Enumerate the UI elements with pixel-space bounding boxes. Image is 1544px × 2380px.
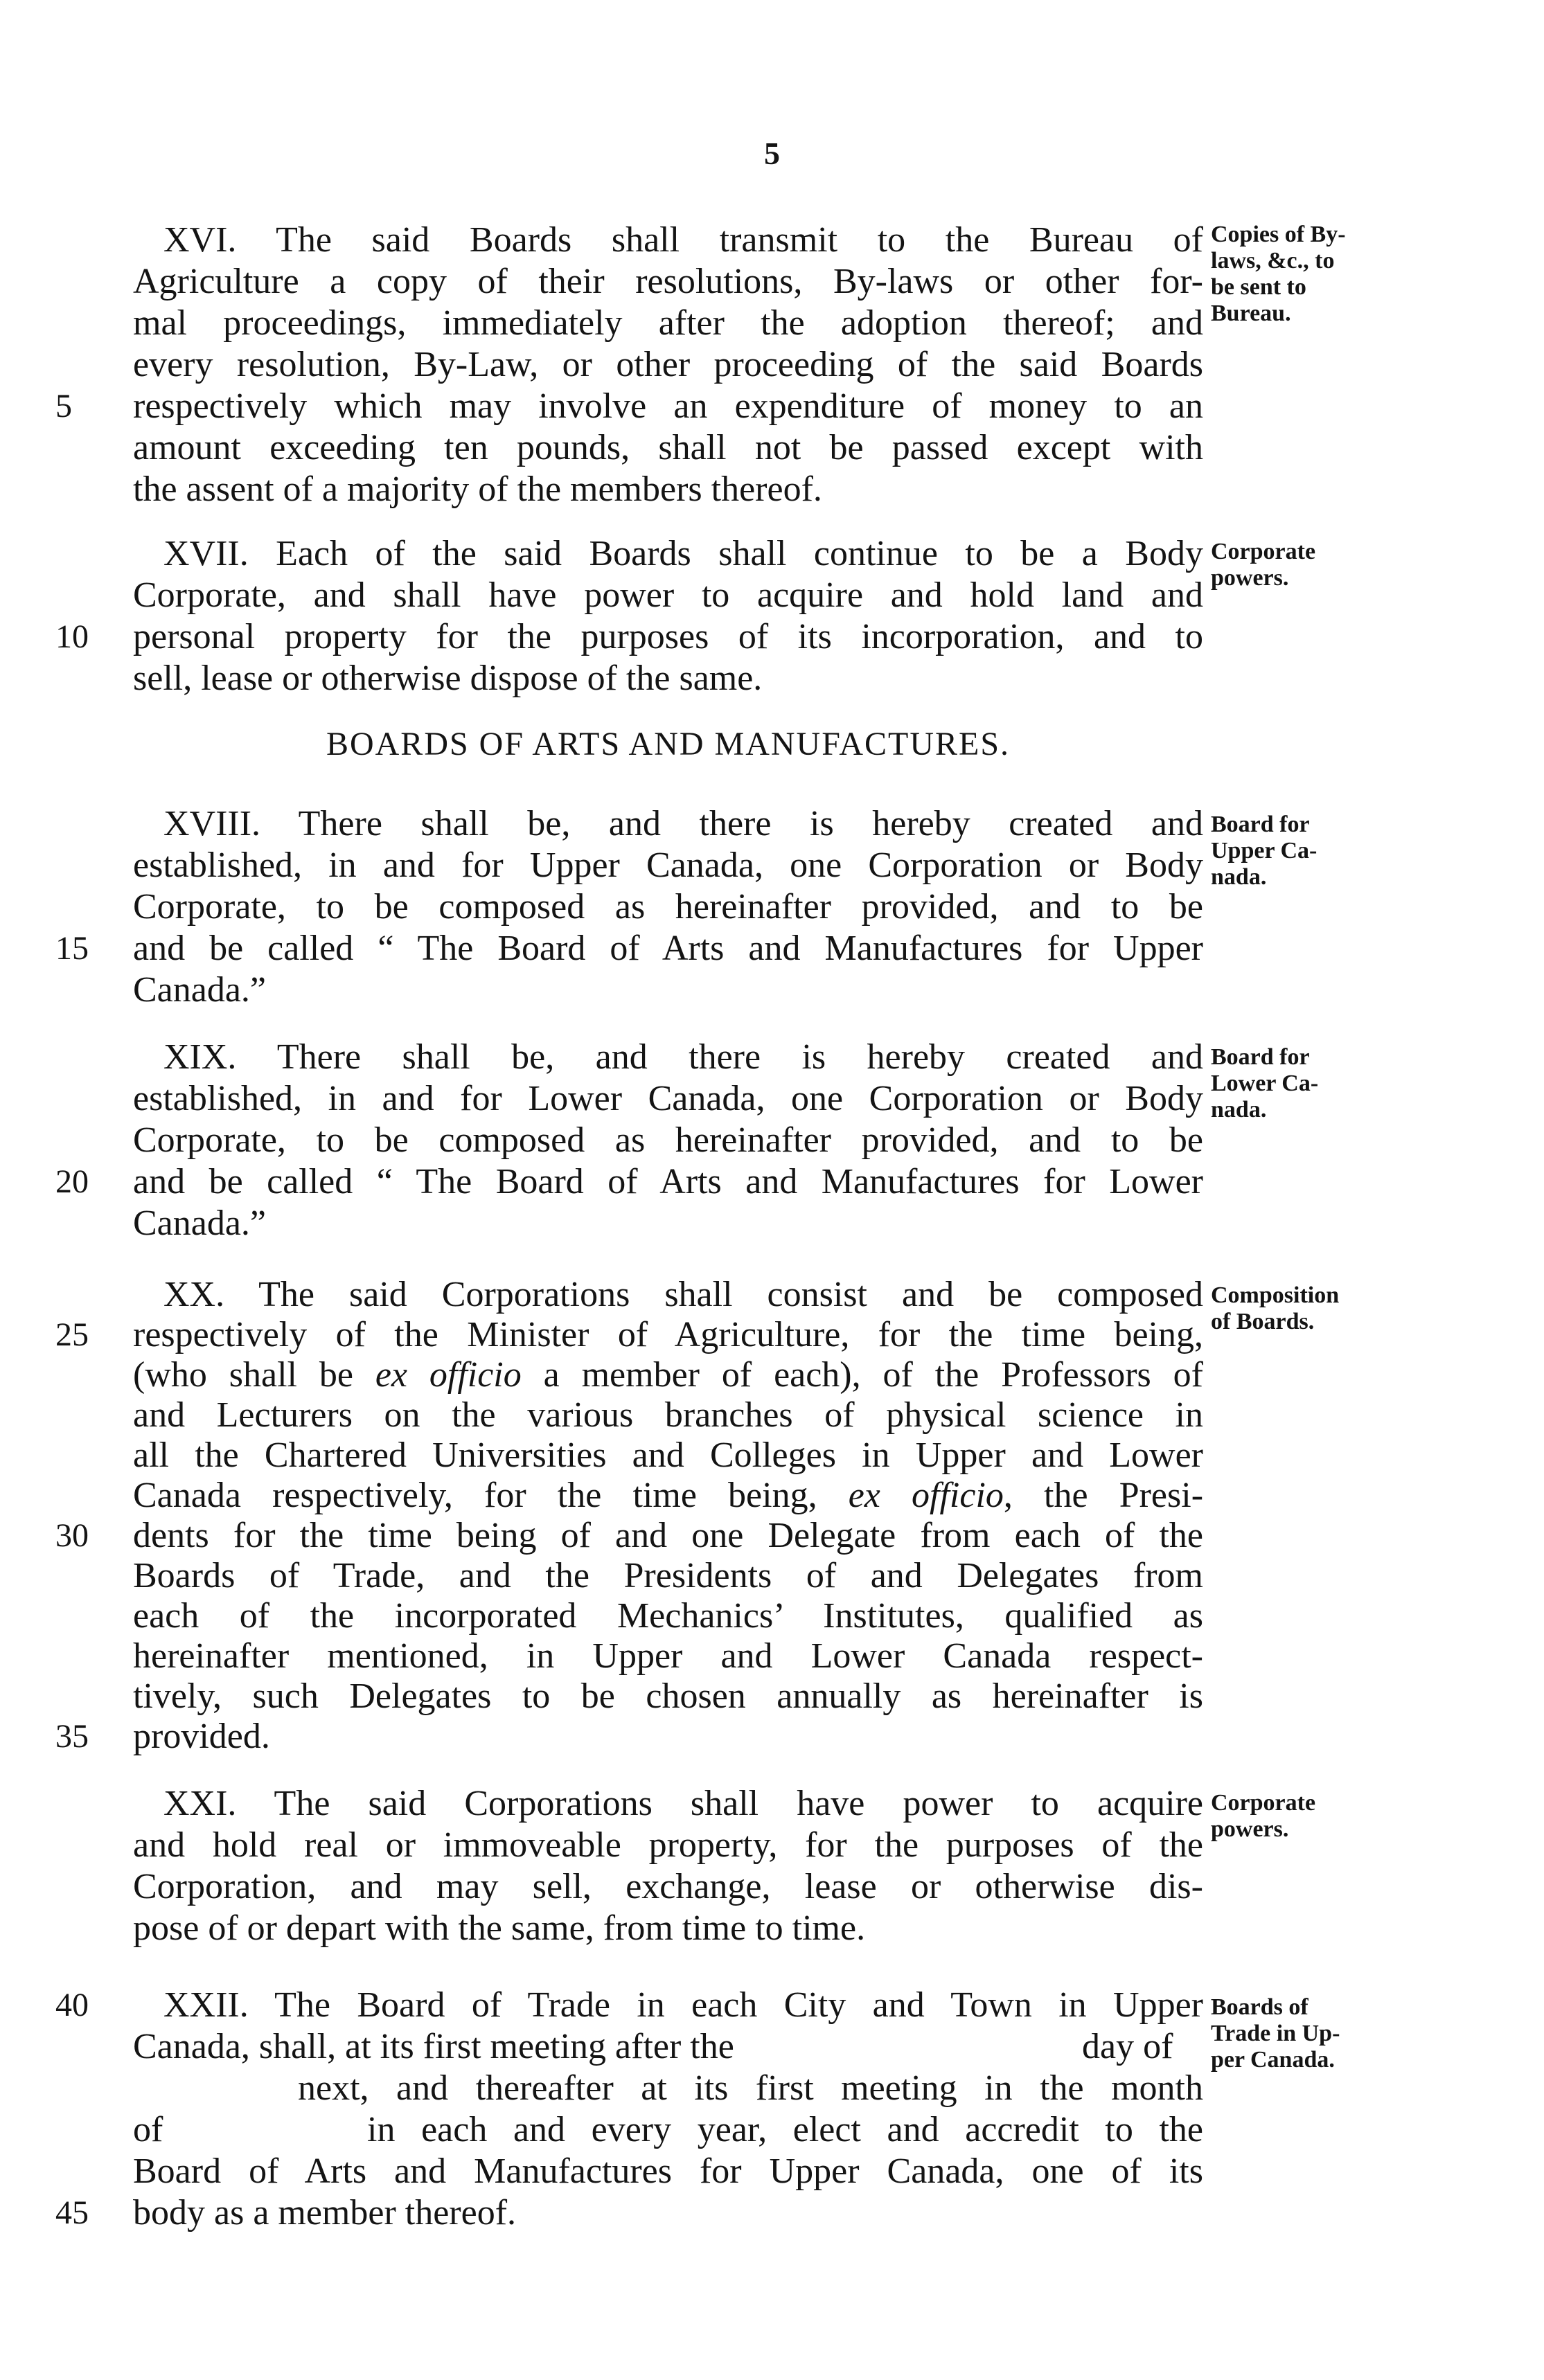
text-line: Canada.” <box>133 1204 267 1243</box>
note-line: powers. <box>1211 1816 1289 1842</box>
marginal-note <box>1211 539 1419 591</box>
text-line: every resolution, By-Law, or other proceeding of the said Boards <box>133 345 1203 384</box>
text-line: respectively of the Minister of Agriculture, for the time being, <box>133 1315 1203 1354</box>
text-line: sell, lease or otherwise dispose of the same. <box>133 659 763 698</box>
text-line: Corporation, and may sell, exchange, lease or otherwise dis- <box>133 1867 1203 1906</box>
marginal-note <box>1211 1790 1419 1843</box>
line-number: 45 <box>55 2194 89 2231</box>
note-line: nada. <box>1211 864 1267 890</box>
text-line: and be called “ The Board of Arts and Manufactures for Upper <box>133 929 1203 968</box>
text-line: and be called “ The Board of Arts and Manufactures for Lower <box>133 1162 1203 1201</box>
text-line: established, in and for Lower Canada, one Corporation or Body <box>133 1079 1203 1118</box>
text-line: and hold real or immoveable property, for the purposes of the <box>133 1825 1203 1865</box>
text-line: XXI. The said Corporations shall have power to acquire <box>163 1784 1203 1823</box>
text-line: all the Chartered Universities and Colleges in Upper and Lower <box>133 1435 1203 1475</box>
text-line: next, and thereafter at its first meeting in the month <box>298 2068 1203 2108</box>
line-number: 10 <box>55 618 89 655</box>
note-line: powers. <box>1211 565 1289 591</box>
text-line: Corporate, to be composed as hereinafter provided, and to be <box>133 1120 1203 1160</box>
line-number: 20 <box>55 1163 89 1200</box>
page-number: 5 <box>764 136 780 171</box>
text-line: XVII. Each of the said Boards shall continue to be a Body <box>163 534 1203 573</box>
text-line: personal property for the purposes of its incorporation, and to <box>133 617 1203 656</box>
text-line: mal proceedings, immediately after the adoption thereof; and <box>133 303 1203 343</box>
note-line: Lower Ca- <box>1211 1071 1319 1096</box>
text-line: Agriculture a copy of their resolutions, By-laws or other for- <box>133 262 1203 301</box>
note-line: Corporate <box>1211 539 1316 564</box>
note-line: be sent to <box>1211 274 1306 300</box>
text-line: Corporate, to be composed as hereinafter provided, and to be <box>133 887 1203 927</box>
text-line: XXII. The Board of Trade in each City and Town in Upper <box>163 1985 1203 2025</box>
marginal-note <box>1211 1282 1419 1335</box>
marginal-note <box>1211 1044 1419 1123</box>
text-line: amount exceeding ten pounds, shall not be passed except with <box>133 428 1203 467</box>
line-number: 5 <box>55 388 72 424</box>
text-line: in each and every year, elect and accredit to the <box>367 2110 1203 2149</box>
text-line: Corporate, and shall have power to acquire and hold land and <box>133 575 1203 615</box>
text-line: XIX. There shall be, and there is hereby created and <box>163 1037 1203 1077</box>
text-line: XX. The said Corporations shall consist and be composed <box>163 1275 1203 1314</box>
line-number: 35 <box>55 1718 89 1755</box>
marginal-note <box>1211 812 1419 891</box>
marginal-note <box>1211 1994 1419 2073</box>
note-line: Copies of By- <box>1211 222 1346 247</box>
note-line: Bureau. <box>1211 301 1291 326</box>
text-line: Canada respectively, for the time being, ex officio, the Presi- <box>133 1476 1204 1515</box>
text-line: provided. <box>133 1717 270 1756</box>
text-line: pose of or depart with the same, from time to time. <box>133 1908 866 1948</box>
line-number: 15 <box>55 930 89 967</box>
text-line: dents for the time being of and one Delegate from each of the <box>133 1516 1203 1555</box>
note-line: laws, &c., to <box>1211 248 1335 274</box>
text-line: hereinafter mentioned, in Upper and Lower Canada respect- <box>133 1636 1203 1676</box>
note-line: nada. <box>1211 1097 1267 1122</box>
note-line: Board for <box>1211 812 1310 837</box>
note-line: Corporate <box>1211 1790 1316 1816</box>
text-line: Canada, shall, at its first meeting after the <box>133 2027 734 2066</box>
text-line: Board of Arts and Manufactures for Upper Canada, one of its <box>133 2151 1203 2191</box>
text-line: each of the incorporated Mechanics’ Institutes, qualified as <box>133 1596 1203 1636</box>
text-line: the assent of a majority of the members thereof. <box>133 469 822 509</box>
text-line: respectively which may involve an expenditure of money to an <box>133 386 1203 426</box>
text-line: XVIII. There shall be, and there is hereby created and <box>163 804 1203 843</box>
note-line: Board for <box>1211 1044 1310 1070</box>
note-line: Boards of <box>1211 1994 1308 2020</box>
marginal-note <box>1211 222 1419 327</box>
text-line: body as a member thereof. <box>133 2193 517 2233</box>
text-line: Canada.” <box>133 970 267 1010</box>
note-line: per Canada. <box>1211 2047 1335 2073</box>
section-heading: BOARDS OF ARTS AND MANUFACTURES. <box>326 726 1011 762</box>
text-line: established, in and for Upper Canada, one Corporation or Body <box>133 845 1203 885</box>
line-number: 30 <box>55 1517 89 1554</box>
note-line: Upper Ca- <box>1211 838 1317 864</box>
text-line: day of <box>1082 2027 1173 2066</box>
text-line: tively, such Delegates to be chosen annually as hereinafter is <box>133 1676 1203 1716</box>
line-number: 40 <box>55 1987 89 2023</box>
text-line: Boards of Trade, and the Presidents of and Delegates from <box>133 1556 1203 1595</box>
text-line: (who shall be ex officio a member of each), of the Professors of <box>133 1355 1203 1395</box>
text-line: of <box>133 2110 163 2149</box>
line-number: 25 <box>55 1316 89 1353</box>
note-line: Composition <box>1211 1282 1340 1308</box>
note-line: Trade in Up- <box>1211 2021 1340 2046</box>
note-line: of Boards. <box>1211 1309 1315 1334</box>
text-line: and Lecturers on the various branches of physical science in <box>133 1395 1203 1435</box>
text-line: XVI. The said Boards shall transmit to the Bureau of <box>163 220 1203 260</box>
